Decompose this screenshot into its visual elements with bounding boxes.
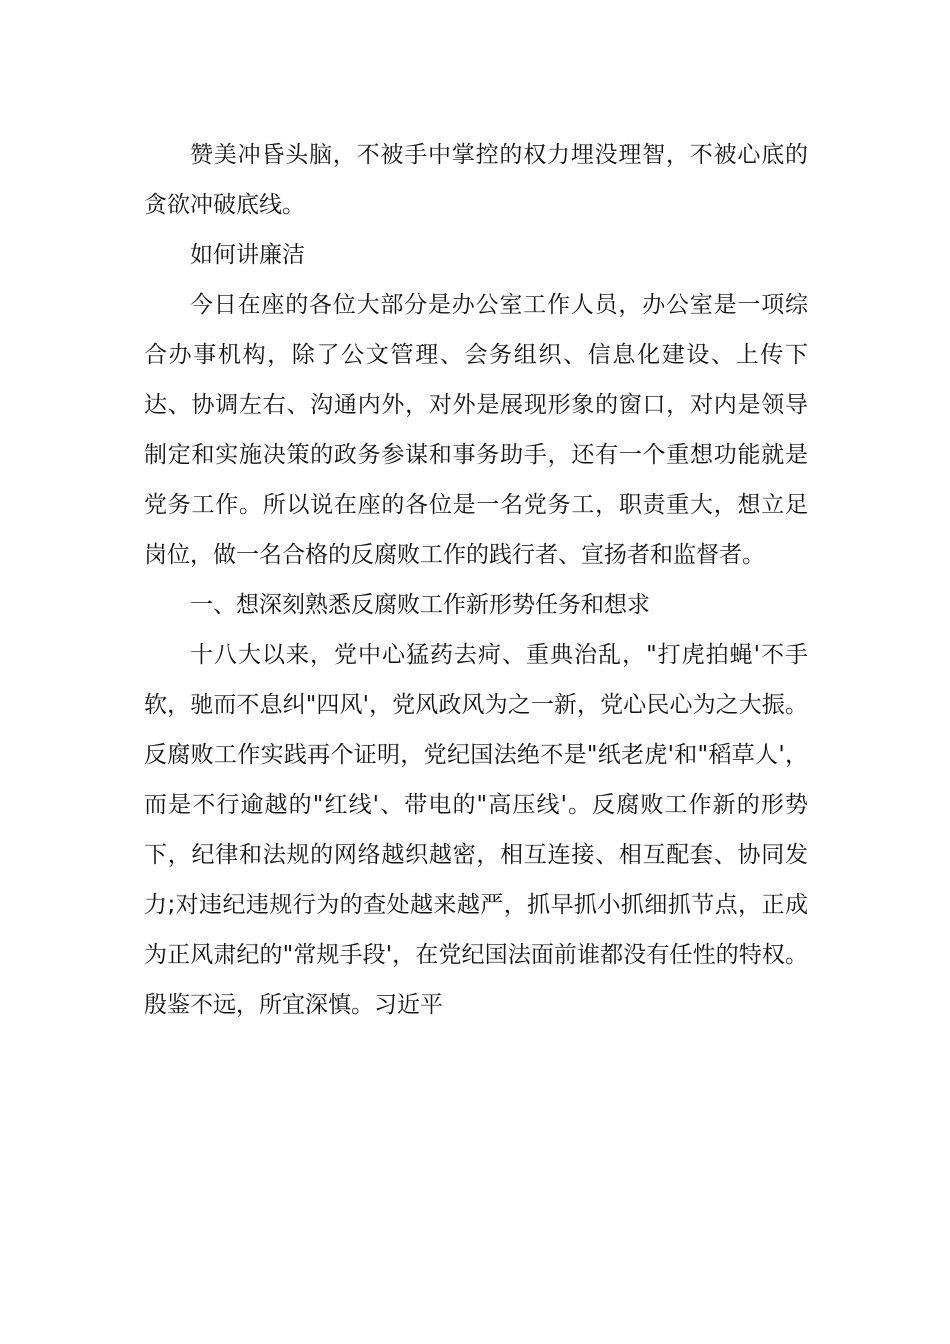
section-heading-anti-corruption: 一、想深刻熟悉反腐败工作新形势任务和想求 bbox=[190, 592, 650, 618]
paragraph-closing-sentence: 赞美冲昏头脑，不被手中掌控的权力埋没理智，不被心底的贪欲冲破底线。 bbox=[144, 142, 808, 218]
section-heading-integrity: 如何讲廉洁 bbox=[190, 242, 305, 268]
paragraph-anti-corruption-situation: 十八大以来，党中心猛药去疴、重典治乱，"打虎拍蝇'不手软，驰而不息纠"四风'，党风政风为之一新，党心民心为之大振。反腐败工作实践再个证明，党纪国法绝不是"纸老虎'和"稻草人'，而是不行逾越的"红线'、带电的"高压线'。反腐败工作新的形势下，纪律和法规的网络越织越密，相互连接、相互配套、协同发力;对违纪违规行为的查处越来越严，抓早抓小抓细抓节点，正成为正风肃纪的"常规手段'，在党纪国法面前谁都没有任性的特权。殷鉴不远，所宜深慎。习近平 bbox=[144, 642, 808, 1018]
document-body bbox=[144, 130, 808, 1030]
paragraph-office-role: 今日在座的各位大部分是办公室工作人员，办公室是一项综合办事机构，除了公文管理、会务组织、信息化建设、上传下达、协调左右、沟通内外，对外是展现形象的窗口，对内是领导制定和实施决策的政务参谋和事务助手，还有一个重想功能就是党务工作。所以说在座的各位是一名党务工，职责重大，想立足岗位，做一名合格的反腐败工作的践行者、宣扬者和监督者。 bbox=[144, 292, 808, 568]
